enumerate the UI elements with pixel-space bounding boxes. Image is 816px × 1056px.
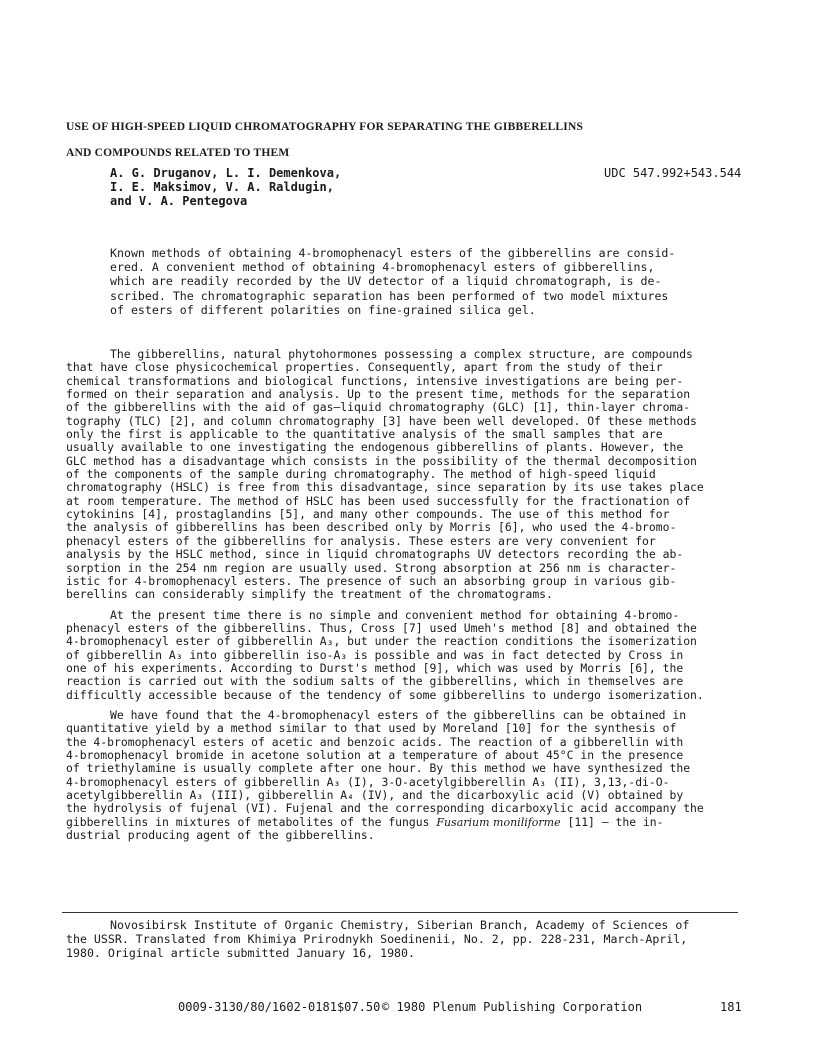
- body-line: istic for 4-bromophenacyl esters. The presence of such an absorbing group in various gib-: [66, 573, 677, 588]
- body-line-text: gibberellins in mixtures of metabolites of the fungus: [66, 814, 430, 829]
- udc-code: UDC 547.992+543.544: [604, 166, 742, 180]
- body-line: phenacyl esters of the gibberellins for analysis. These esters are very convenient for: [66, 533, 656, 548]
- body-line: reaction is carried out with the sodium salts of the gibberellins, which in themselves are: [66, 674, 684, 689]
- article-title: [66, 114, 686, 166]
- title-line: AND COMPOUNDS RELATED TO THEM: [66, 147, 290, 159]
- footnote: [66, 918, 756, 960]
- body-line: the 4-bromophenacyl esters of acetic and benzoic acids. The reaction of a gibberellin with: [66, 734, 684, 749]
- abstract-line: Known methods of obtaining 4-bromophenacyl esters of the gibberellins are consid-: [110, 246, 676, 260]
- body-line: acetylgibberellin A₃ (III), gibberellin A₄ (IV), and the dicarboxylic acid (V) obtained by: [66, 788, 684, 802]
- body-line: phenacyl esters of the gibberellins. Thus, Cross [7] used Umeh's method [8] and obtained the: [66, 620, 697, 635]
- abstract-line: ered. A convenient method of obtaining 4-bromophenacyl esters of gibberellins,: [110, 260, 655, 275]
- body-line: one of his experiments. According to Durst's method [9], which was used by Morris [6], the: [66, 660, 684, 675]
- author-line: and V. A. Pentegova: [110, 194, 248, 208]
- body-line: at room temperature. The method of HSLC has been used successfully for the fractionation of: [66, 493, 691, 508]
- footnote-line: the USSR. Translated from Khimiya Prirodnykh Soedinenii, No. 2, pp. 228-231, March-April,: [66, 932, 688, 946]
- body-line: the hydrolysis of fujenal (VI). Fujenal and the corresponding dicarboxylic acid accompany the: [66, 801, 704, 816]
- body-line: formed on their separation and analysis. Up to the present time, methods for the separation: [66, 387, 691, 402]
- body-line: cytokinins [4], prostaglandins [5], and many other compounds. The use of this method for: [66, 507, 670, 522]
- body-line: of the gibberellins with the aid of gas—liquid chromatography (GLC) [1], thin-layer chroma-: [66, 400, 691, 415]
- body-line: of the components of the sample during chromatography. The method of high-speed liquid: [66, 467, 656, 482]
- abstract: [110, 246, 736, 317]
- body-line: usually available to one investigating the endogenous gibberellins of plants. However, the: [66, 440, 684, 455]
- copyright-notice: © 1980 Plenum Publishing Corporation: [382, 1000, 643, 1014]
- body-line: the analysis of gibberellins has been described only by Morris [6], who used the 4-bromo-: [66, 520, 677, 535]
- body-line-text: [11] — the in-: [560, 814, 664, 829]
- title-line: USE OF HIGH-SPEED LIQUID CHROMATOGRAPHY FOR SEPARATING THE GIBBERELLINS: [66, 121, 584, 133]
- footnote-rule: [62, 912, 738, 913]
- body-line: berellins can considerably simplify the treatment of the chromatograms.: [66, 587, 553, 602]
- abstract-line: scribed. The chromatographic separation has been performed of two model mixtures: [110, 288, 669, 303]
- body-line: tography (TLC) [2], and column chromatography [3] have been well developed. Of these methods: [66, 413, 697, 428]
- body-line: 4-bromophenacyl ester of gibberellin A₃, but under the reaction conditions the isomerization: [66, 634, 697, 649]
- footnote-line: 1980. Original article submitted January 16, 1980.: [66, 946, 416, 960]
- footnote-line: Novosibirsk Institute of Organic Chemistry, Siberian Branch, Academy of Sciences of: [110, 918, 690, 932]
- species-name: Fusarium moniliforme: [436, 815, 561, 829]
- body-line: quantitative yield by a method similar to that used by Moreland [10] for the synthesis of: [66, 721, 677, 736]
- body-line: [66, 816, 756, 829]
- author-line: A. G. Druganov, L. I. Demenkova,: [110, 166, 342, 180]
- abstract-line: which are readily recorded by the UV detector of a liquid chromatograph, is de-: [110, 274, 662, 289]
- abstract-line: of esters of different polarities on fine-grained silica gel.: [110, 302, 536, 317]
- body-line: of triethylamine is usually complete after one hour. By this method we have synthesized the: [66, 761, 691, 776]
- body-line: chromatography (HSLC) is free from this disadvantage, since separation by its use takes place: [66, 480, 704, 495]
- body-line: of gibberellin A₃ into gibberellin iso-A₃ is possible and was in fact detected by Cross in: [66, 647, 684, 662]
- author-list: [110, 166, 341, 208]
- body-line: We have found that the 4-bromophenacyl esters of the gibberellins can be obtained in: [110, 707, 687, 722]
- body-line: 4-bromophenacyl esters of gibberellin A₃ (I), 3-O-acetylgibberellin A₃ (II), 3,13,-di-O-: [66, 774, 670, 789]
- body-text: [66, 348, 756, 842]
- publication-id: 0009-3130/80/1602-0181$07.50: [178, 1000, 381, 1014]
- author-line: I. E. Maksimov, V. A. Raldugin,: [110, 180, 334, 194]
- body-line: GLC method has a disadvantage which consists in the possibility of the thermal decomposition: [66, 453, 697, 468]
- body-line: sorption in the 254 nm region are usually used. Strong absorption at 256 nm is character-: [66, 560, 677, 575]
- body-line: analysis by the HSLC method, since in liquid chromatographs UV detectors recording the ab-: [66, 547, 684, 562]
- body-line: that have close physicochemical properties. Consequently, apart from the study of their: [66, 360, 663, 375]
- body-line: difficultly accessible because of the tendency of some gibberellins to undergo isomerization.: [66, 687, 704, 702]
- body-line: only the first is applicable to the quantitative analysis of the small samples that are: [66, 427, 663, 442]
- page-number: 181: [720, 1000, 742, 1014]
- body-line: 4-bromophenacyl bromide in acetone solution at a temperature of about 45°C in the presence: [66, 747, 684, 762]
- body-line: dustrial producing agent of the gibberellins.: [66, 828, 375, 843]
- body-line: At the present time there is no simple and convenient method for obtaining 4-bromo-: [110, 607, 680, 622]
- body-line: chemical transformations and biological functions, intensive investigations are being per-: [66, 373, 684, 388]
- body-line: The gibberellins, natural phytohormones possessing a complex structure, are compounds: [110, 347, 693, 361]
